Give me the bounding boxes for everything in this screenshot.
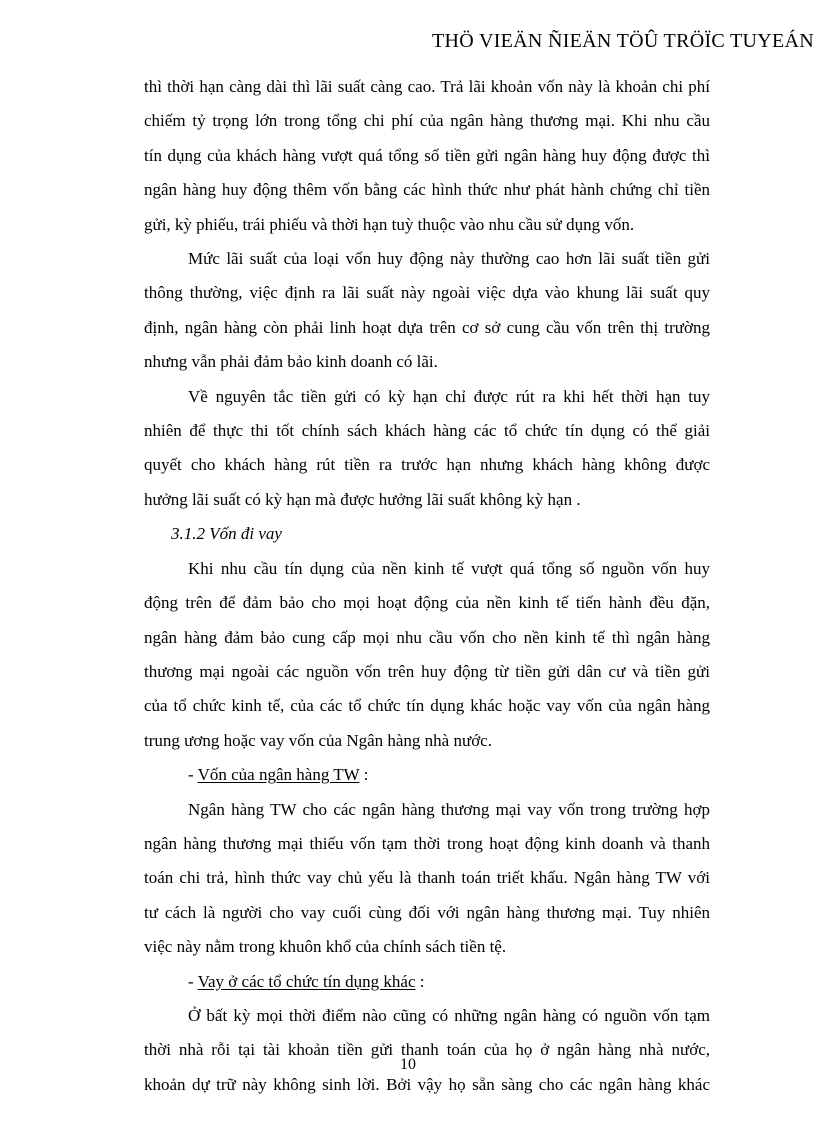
- text-line: chiếm tỷ trọng lớn trong tổng chi phí của ngân hàng thương mại. Khi nhu cầu: [144, 111, 710, 131]
- bullet-heading: [144, 758, 710, 792]
- paragraph: [144, 380, 710, 518]
- text-line: của tổ chức kinh tế, của các tổ chức tín dụng khác hoặc vay vốn của ngân hàng: [144, 696, 710, 716]
- bullet-suffix: :: [359, 765, 369, 785]
- paragraph: [144, 70, 710, 242]
- paragraph: [144, 552, 710, 758]
- document-body: [144, 70, 710, 1102]
- text-line: động trên để đảm bảo cho mọi hoạt động của nền kinh tế tiến hành đều đặn,: [144, 593, 710, 613]
- text-line: ngân hàng thương mại thiếu vốn tạm thời trong hoạt động kinh doanh và thanh: [144, 833, 710, 853]
- bullet-heading: [144, 965, 710, 999]
- text-line: thì thời hạn càng dài thì lãi suất càng cao. Trả lãi khoản vốn này là khoản chi phí: [144, 77, 710, 96]
- text-line: ngân hàng huy động thêm vốn bằng các hình thức như phát hành chứng chỉ tiền: [144, 180, 710, 200]
- text-line: Ở bất kỳ mọi thời điểm nào cũng có những ngân hàng có nguồn vốn tạm: [188, 1005, 710, 1025]
- text-line: định, ngân hàng còn phải linh hoạt dựa trên cơ sở cung cầu vốn trên thị trường: [144, 317, 710, 337]
- paragraph: [144, 793, 710, 965]
- bullet-label: Vay ở các tổ chức tín dụng khác: [197, 971, 416, 991]
- text-line: khoản dự trữ này không sinh lời. Bởi vậy họ sẵn sàng cho các ngân hàng khác: [144, 1074, 710, 1094]
- section-subheading: 3.1.2 Vốn đi vay: [171, 524, 282, 544]
- text-line: việc này nằm trong khuôn khổ của chính sách tiền tệ.: [144, 937, 507, 957]
- bullet-label: Vốn của ngân hàng TW: [197, 765, 360, 785]
- text-line: toán chi trả, hình thức vay chủ yếu là thanh toán triết khấu. Ngân hàng TW với: [144, 868, 710, 888]
- bullet-suffix: :: [415, 971, 425, 991]
- text-line: trung ương hoặc vay vốn của Ngân hàng nhà nước.: [144, 730, 492, 750]
- text-line: Về nguyên tắc tiền gửi có kỳ hạn chỉ được rút ra khi hết thời hạn tuy: [188, 386, 710, 406]
- paragraph: [144, 242, 710, 380]
- paragraph: [144, 999, 710, 1102]
- text-line: thời nhà rỗi tại tài khoản tiền gửi thanh toán của họ ở ngân hàng nhà nước,: [144, 1040, 710, 1060]
- bullet-prefix: -: [188, 971, 198, 991]
- text-line: Mức lãi suất của loại vốn huy động này thường cao hơn lãi suất tiền gửi: [188, 249, 710, 269]
- text-line: thông thường, việc định ra lãi suất này ngoài việc dựa vào khung lãi suất quy: [144, 283, 710, 303]
- text-line: nhiên để thực thi tốt chính sách khách hàng các tổ chức tín dụng có thể giải: [144, 421, 710, 441]
- text-line: tư cách là người cho vay cuối cùng đối với ngân hàng thương mại. Tuy nhiên: [144, 902, 710, 922]
- page-header: THÖ VIEÄN ÑIEÄN TÖÛ TRÖÏC TUYEÁN: [432, 30, 814, 52]
- page-number: 10: [400, 1056, 416, 1073]
- text-line: ngân hàng đảm bảo cung cấp mọi nhu cầu vốn cho nền kinh tế thì ngân hàng: [144, 627, 710, 647]
- text-line: hưởng lãi suất có kỳ hạn mà được hưởng lãi suất không kỳ hạn .: [144, 489, 581, 509]
- text-line: nhưng vẫn phải đảm bảo kinh doanh có lãi.: [144, 352, 438, 372]
- bullet-prefix: -: [188, 765, 198, 785]
- text-line: thương mại ngoài các nguồn vốn trên huy động từ tiền gửi dân cư và tiền gửi: [144, 661, 710, 681]
- text-line: Ngân hàng TW cho các ngân hàng thương mại vay vốn trong trường hợp: [188, 799, 710, 819]
- text-line: tín dụng của khách hàng vượt quá tổng số tiền gửi ngân hàng huy động được thì: [144, 145, 710, 165]
- text-line: Khi nhu cầu tín dụng của nền kinh tế vượt quá tổng số nguồn vốn huy: [188, 558, 710, 578]
- text-line: quyết cho khách hàng rút tiền ra trước hạn nhưng khách hàng không được: [144, 455, 710, 475]
- text-line: gửi, kỳ phiếu, trái phiếu và thời hạn tuỳ thuộc vào nhu cầu sử dụng vốn.: [144, 214, 635, 234]
